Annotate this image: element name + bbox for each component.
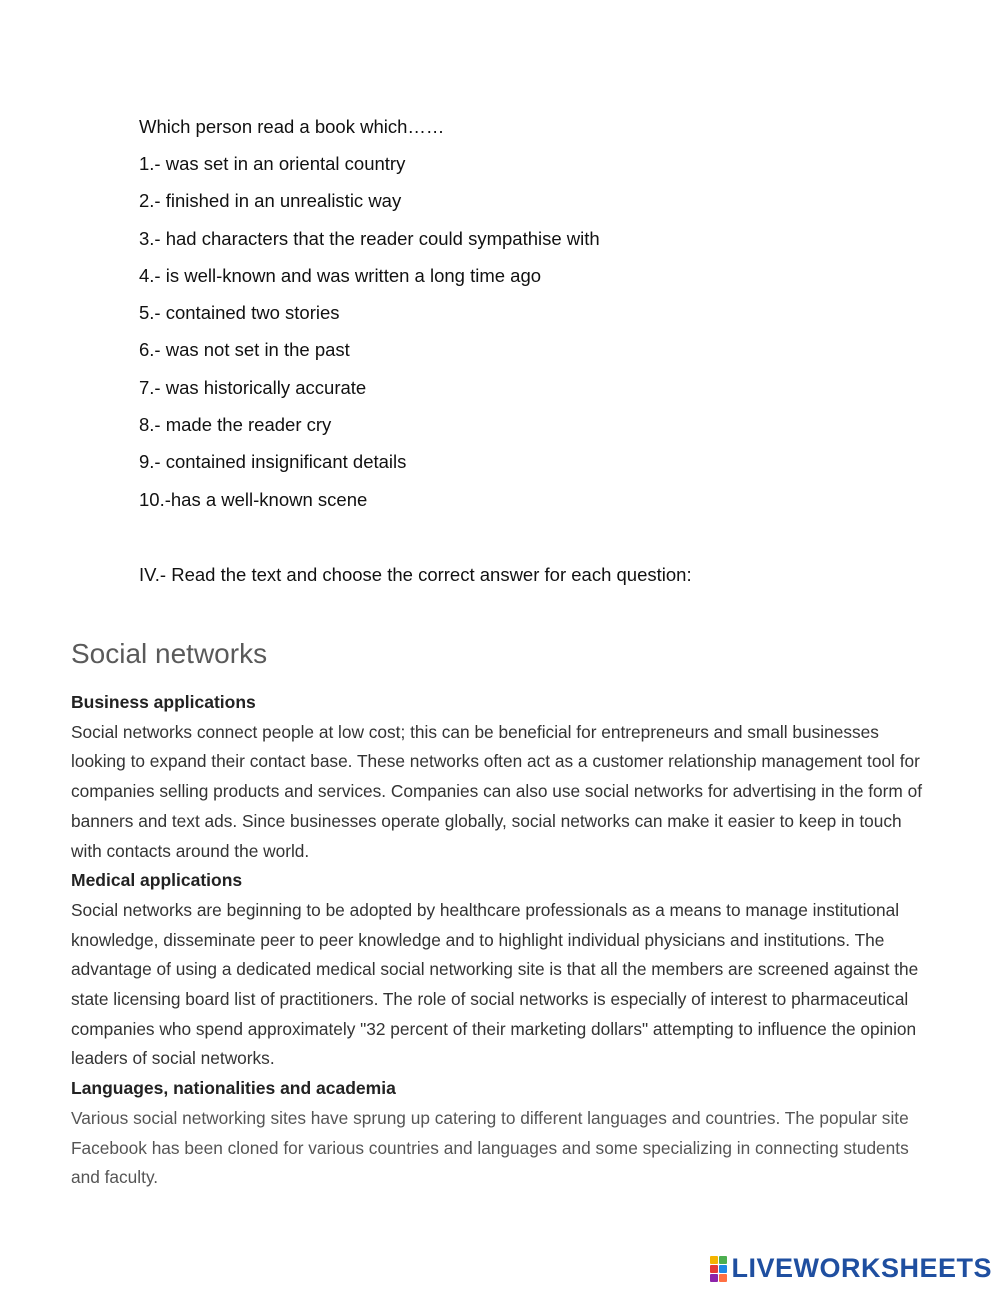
- question-item: 6.- was not set in the past: [139, 339, 350, 361]
- section-heading-medical: Medical applications: [71, 870, 243, 891]
- article-title: Social networks: [71, 638, 268, 669]
- section-iv-instruction: IV.- Read the text and choose the correct answer for each question:: [139, 564, 692, 585]
- question-item: 2.- finished in an unrealistic way: [139, 190, 402, 212]
- section-text-languages: Various social networking sites have sprung up catering to different languages and countries. The popular site Facebook has been cloned for various countries and languages and some specializing in connecting students and faculty.: [71, 1107, 909, 1188]
- section-heading-business: Business applications: [71, 692, 256, 712]
- question-intro: Which person read a book which……: [139, 116, 445, 137]
- section-text-business: Social networks connect people at low cost; this can be beneficial for entrepreneurs and small businesses looking to expand their contact base. These networks often act as a customer relationship management tool for companies selling products and services. Companies can also use social networks for advertising in the form of banners and text ads. Since businesses operate globally, social networks can make it easier to keep in touch with contacts around the world.: [71, 721, 923, 861]
- question-list: [139, 153, 600, 526]
- liveworksheets-logo: [710, 1253, 992, 1284]
- section-heading-languages: Languages, nationalities and academia: [71, 1078, 396, 1099]
- question-item: 3.- had characters that the reader could sympathise with: [139, 227, 600, 249]
- question-item: 7.- was historically accurate: [139, 376, 367, 398]
- question-item: 9.- contained insignificant details: [139, 451, 407, 473]
- logo-mark-icon: [710, 1256, 727, 1282]
- section-text-medical: Social networks are beginning to be adopted by healthcare professionals as a means to manage institutional knowledge, disseminate peer to peer knowledge and to highlight individual physicians and institutions. The advantage of using a dedicated medical social networking site is that all the members are screened against the state licensing board list of practitioners. The role of social networks is especially of interest to pharmaceutical companies who spend approximately "32 percent of their marketing dollars" attempting to influence the opinion leaders of social networks.: [71, 899, 919, 1069]
- question-item: 4.- is well-known and was written a long time ago: [139, 264, 542, 286]
- question-item: 10.-has a well-known scene: [139, 488, 368, 510]
- question-item: 5.- contained two stories: [139, 302, 340, 324]
- brand-name: LIVEWORKSHEETS: [731, 1253, 992, 1283]
- question-item: 1.- was set in an oriental country: [139, 153, 406, 174]
- question-item: 8.- made the reader cry: [139, 414, 332, 436]
- article-excerpt: [71, 636, 931, 1193]
